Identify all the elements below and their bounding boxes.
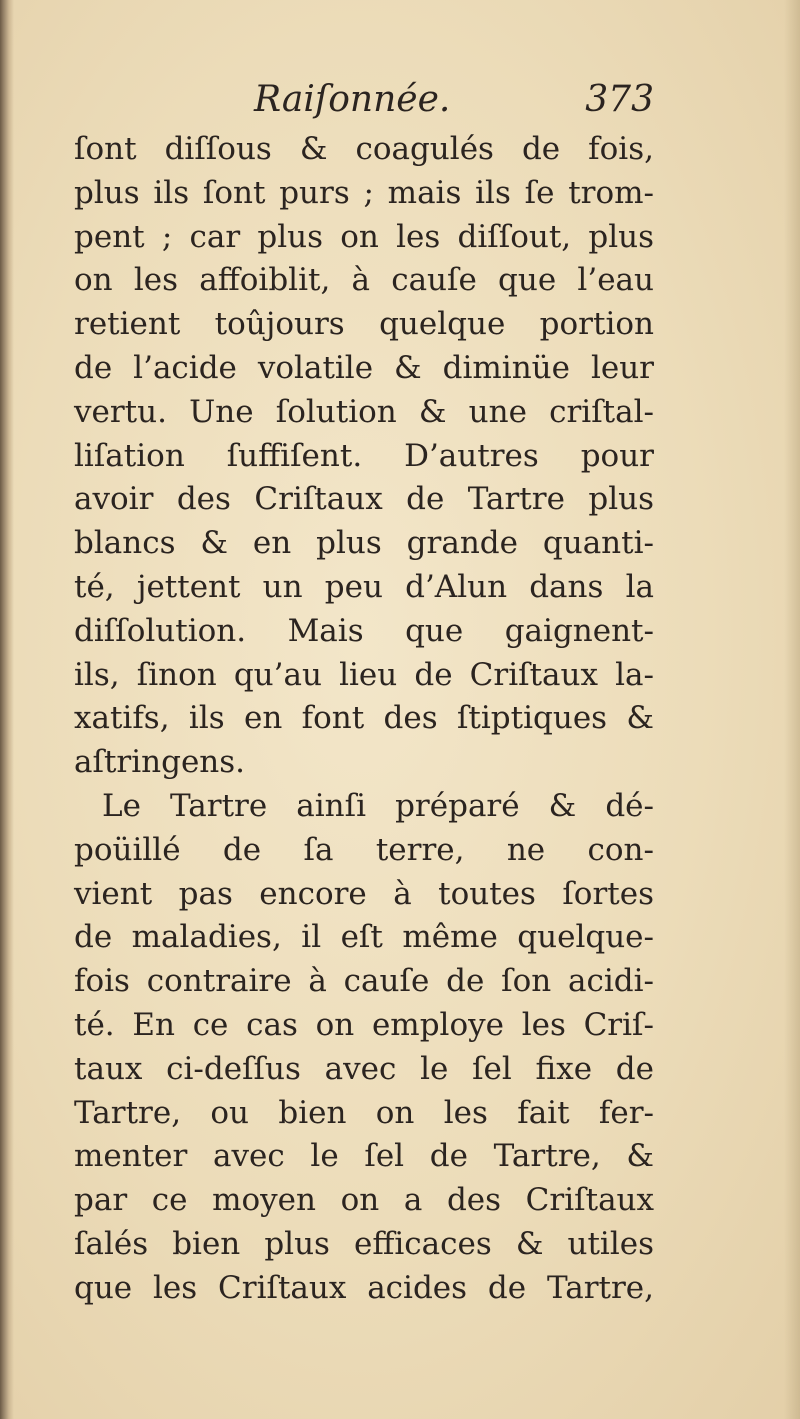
text-line: liſation ſuffiſent. D’autres pour bbox=[74, 437, 654, 474]
body-text bbox=[74, 128, 654, 1311]
text-line: poüillé de ſa terre, ne con- bbox=[74, 831, 654, 868]
text-line: plus ils ſont purs ; mais ils ſe trom- bbox=[74, 174, 654, 211]
text-line: taux ci-deſſus avec le ſel fixe de bbox=[74, 1050, 654, 1087]
text-line: retient toûjours quelque portion bbox=[74, 306, 654, 343]
running-head: Raiſonnée. bbox=[254, 79, 451, 120]
text-line: diſſolution. Mais que gaignent- bbox=[74, 612, 654, 649]
paragraph-start-line: Le Tartre ainſi préparé & dé- bbox=[102, 787, 654, 824]
page-edge-shadow bbox=[784, 0, 800, 1419]
text-line: ſont diſſous & coagulés de fois, bbox=[74, 131, 654, 167]
text-line: xatifs, ils en font des ſtiptiques & bbox=[74, 700, 654, 737]
text-line: vient pas encore à toutes ſortes bbox=[74, 875, 654, 912]
text-line: té. En ce cas on employe les Criſ- bbox=[74, 1006, 654, 1043]
text-line: menter avec le ſel de Tartre, & bbox=[74, 1138, 654, 1175]
text-line: de maladies, il eſt même quelque- bbox=[74, 919, 654, 956]
text-line: que les Criſtaux acides de Tartre, bbox=[74, 1269, 654, 1306]
text-line: vertu. Une ſolution & une criſtal- bbox=[74, 393, 654, 430]
page-number: 373 bbox=[585, 79, 654, 120]
text-line: Tartre, ou bien on les fait fer- bbox=[74, 1094, 654, 1131]
paragraph-end-line: aſtringens. bbox=[74, 744, 246, 781]
text-line: par ce moyen on a des Criſtaux bbox=[74, 1182, 654, 1219]
text-line: ſalés bien plus efficaces & utiles bbox=[74, 1225, 654, 1262]
text-line: avoir des Criſtaux de Tartre plus bbox=[74, 481, 654, 518]
text-line: de l’acide volatile & diminüe leur bbox=[74, 349, 654, 386]
text-line: ils, ſinon qu’au lieu de Criſtaux la- bbox=[74, 656, 654, 693]
text-line: té, jettent un peu d’Alun dans la bbox=[74, 568, 654, 605]
page-gutter-shadow bbox=[0, 0, 14, 1419]
text-line: fois contraire à cauſe de ſon acidi- bbox=[74, 963, 654, 1000]
page-header bbox=[74, 76, 654, 124]
text-line: on les affoiblit, à cauſe que l’eau bbox=[74, 262, 654, 299]
text-line: blancs & en plus grande quanti- bbox=[74, 525, 654, 562]
text-line: pent ; car plus on les diſſout, plus bbox=[74, 218, 654, 255]
